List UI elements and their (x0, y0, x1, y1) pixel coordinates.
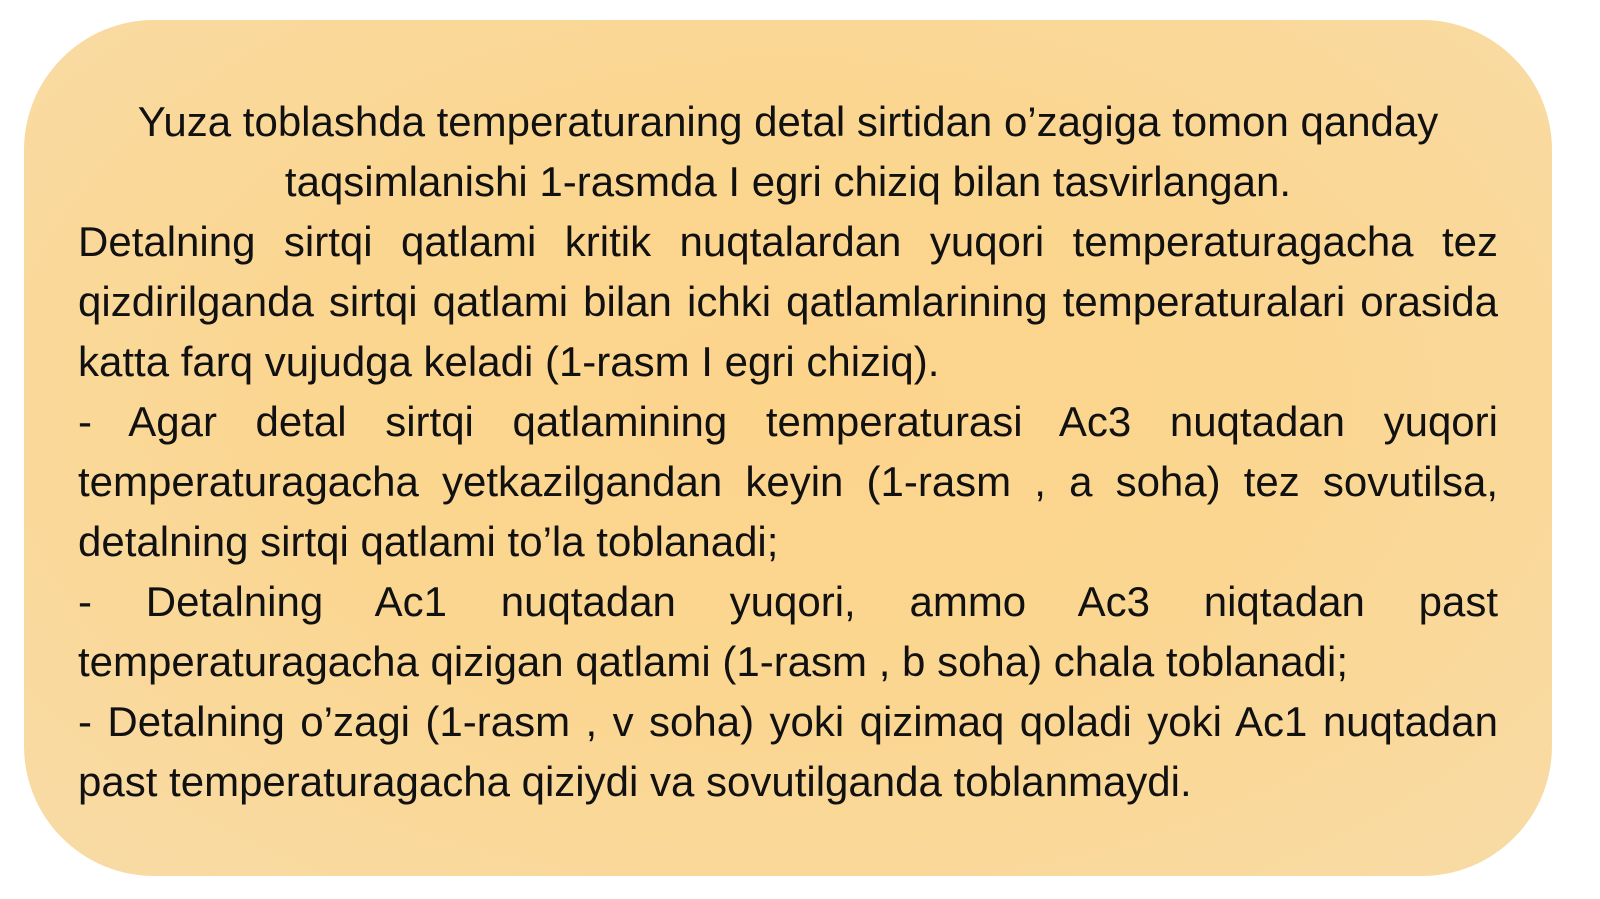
intro-paragraph: Yuza toblashda temperaturaning detal sirtidan o’zagiga tomon qanday taqsimlanishi 1-rasmda I egri chiziq bilan tasvirlangan. (137, 98, 1439, 205)
paragraph-core-unhardened: - Detalning o’zagi (1-rasm , v soha) yoki qizimaq qoladi yoki Ac1 nuqtadan past temperaturagacha qiziydi va sovutilganda toblanmaydi. (78, 698, 1498, 805)
paragraph-full-hardening: - Agar detal sirtqi qatlamining temperaturasi Ac3 nuqtadan yuqori temperaturagacha yetkazilgandan keyin (1-rasm , a soha) tez sovutilsa, detalning sirtqi qatlami to’la toblanadi; (78, 398, 1498, 565)
slide-text (78, 92, 1498, 812)
paragraph-temperature-difference: Detalning sirtqi qatlami kritik nuqtalardan yuqori temperaturagacha tez qizdirilganda sirtqi qatlami bilan ichki qatlamlarining temperaturalari orasida katta farq vujudga keladi (1-rasm I egri chiziq). (78, 218, 1498, 385)
paragraph-partial-hardening: - Detalning Ac1 nuqtadan yuqori, ammo Ac3 niqtadan past temperaturagacha qizigan qatlami (1-rasm , b soha) chala toblanadi; (78, 578, 1498, 685)
